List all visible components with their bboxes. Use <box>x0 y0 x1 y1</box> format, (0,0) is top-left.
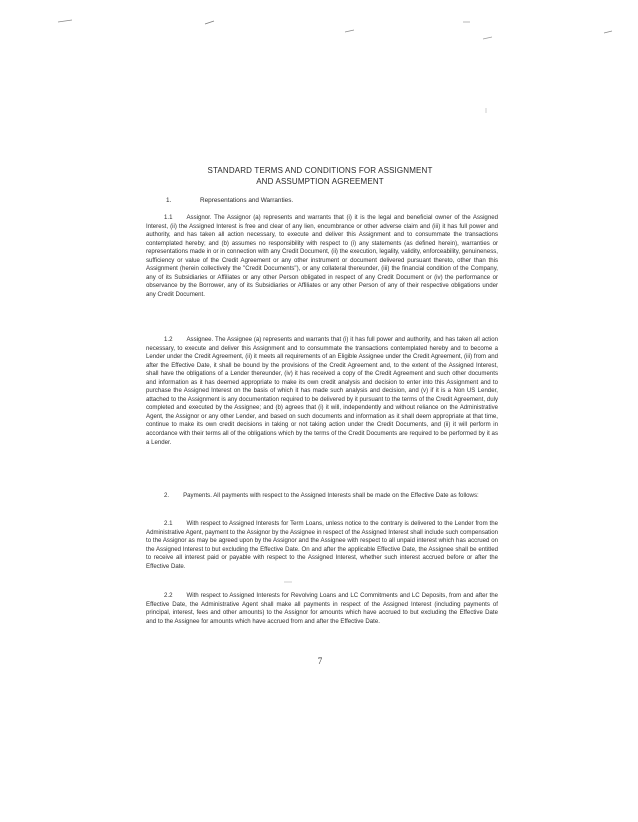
section-1-2-paragraph <box>146 336 498 447</box>
section-1-heading <box>166 196 466 205</box>
scan-speck <box>483 37 492 39</box>
section-number: 2. <box>164 492 170 499</box>
section-number: 1.2 <box>164 336 173 343</box>
paragraph-text: Assignee. The Assignee (a) represents and warrants that (i) it has full power and authority, and has taken all action necessary, to execute and deliver this Assignment and to consummate the transactions contemplated hereby and to become a Lender under the Credit Agreement, (ii) it meets all requirements of an Eligible Assignee under the Credit Agreement, (iii) from and after the Effective Date, it shall be bound by the provisions of the Credit Agreement and, to the extent of the Assigned Interest, shall have the obligations of a Lender thereunder, (iv) it has received a copy of the Credit Agreement and such other documents and information as it has deemed appropriate to make its own credit analysis and decision to enter into this Assignment and to purchase the Assigned Interest on the basis of which it has made such analysis and decision, and (v) if it is a Non US Lender, attached to the Assignment is any documentation required to be delivered by it pursuant to the terms of the Credit Agreement, duly completed and executed by the Assignee; and (b) agrees that (i) it will, independently and without reliance on the Administrative Agent, the Assignor or any other Lender, and based on such documents and information as it shall deem appropriate at that time, continue to make its own credit decisions in taking or not taking action under the Credit Documents, and (ii) it will perform in accordance with their terms all of the obligations which by the terms of the Credit Documents are required to be performed by it as a Lender. <box>146 336 498 446</box>
paragraph-text: With respect to Assigned Interests for Term Loans, unless notice to the contrary is delivered to the Lender from the Administrative Agent, payment to the Assignor by the Assignee in respect of the Assigned Interest shall include such compensation to the Assignor as may be agreed upon by the Assignor and the Assignee with respect to all unpaid interest which has accrued on the Assigned Interest to but excluding the Effective Date. On and after the applicable Effective Date, the Assignee shall be entitled to receive all interest paid or payable with respect to the Assigned Interest, whether such interest accrued before or after the Effective Date. <box>146 520 498 570</box>
title-line-1: STANDARD TERMS AND CONDITIONS FOR ASSIGNMENT <box>207 166 433 175</box>
paragraph-text: Payments. All payments with respect to the Assigned Interests shall be made on the Effective Date as follows: <box>183 492 479 499</box>
section-number: 2.1 <box>164 520 173 527</box>
section-2-2-paragraph <box>146 592 498 626</box>
section-number: 1.1 <box>164 214 173 221</box>
section-2-paragraph <box>146 492 498 501</box>
paragraph-text: Assignor. The Assignor (a) represents and warrants that (i) it is the legal and beneficial owner of the Assigned Interest, (ii) the Assigned Interest is free and clear of any lien, encumbrance or other adverse claim and (iii) it has full power and authority, and has taken all action necessary, to execute and deliver this Assignment and to consummate the transactions contemplated hereby; and (b) assumes no responsibility with respect to (i) any statements (as defined herein), warranties or representations made in or in connection with any Credit Document, (ii) the execution, legality, validity, enforceability, genuineness, sufficiency or value of the Credit Agreement or any other instrument or document delivered pursuant thereto, other than this Assignment (herein collectively the "Credit Documents"), or any collateral thereunder, (iii) the financial condition of the Company, any of its Subsidiaries or Affiliates or any other Person obligated in respect of any Credit Document or (iv) the performance or observance by the Borrower, any of its Subsidiaries or Affiliates or any other Person of any of their respective obligations under any Credit Document. <box>146 214 498 298</box>
section-number: 2.2 <box>164 592 173 599</box>
scan-speck <box>205 21 214 24</box>
paragraph-text: With respect to Assigned Interests for Revolving Loans and LC Commitments and LC Deposits, from and after the Effective Date, the Administrative Agent shall make all payments in respect of the Assigned Interest (including payments of principal, interest, fees and other amounts) to the Assignor for amounts which have accrued to but excluding the Effective Date and to the Assignee for amounts which have accrued from and after the Effective Date. <box>146 592 498 625</box>
scan-speck <box>345 30 354 32</box>
page-number: 7 <box>317 656 323 666</box>
section-number: 1. <box>166 197 172 204</box>
section-2-1-paragraph <box>146 520 498 571</box>
scan-speck <box>604 31 612 33</box>
section-heading-text: Representations and Warranties. <box>200 197 294 204</box>
document-title <box>120 165 520 187</box>
section-1-1-paragraph <box>146 214 498 299</box>
title-line-2: AND ASSUMPTION AGREEMENT <box>256 177 384 186</box>
scan-speck <box>58 20 72 22</box>
